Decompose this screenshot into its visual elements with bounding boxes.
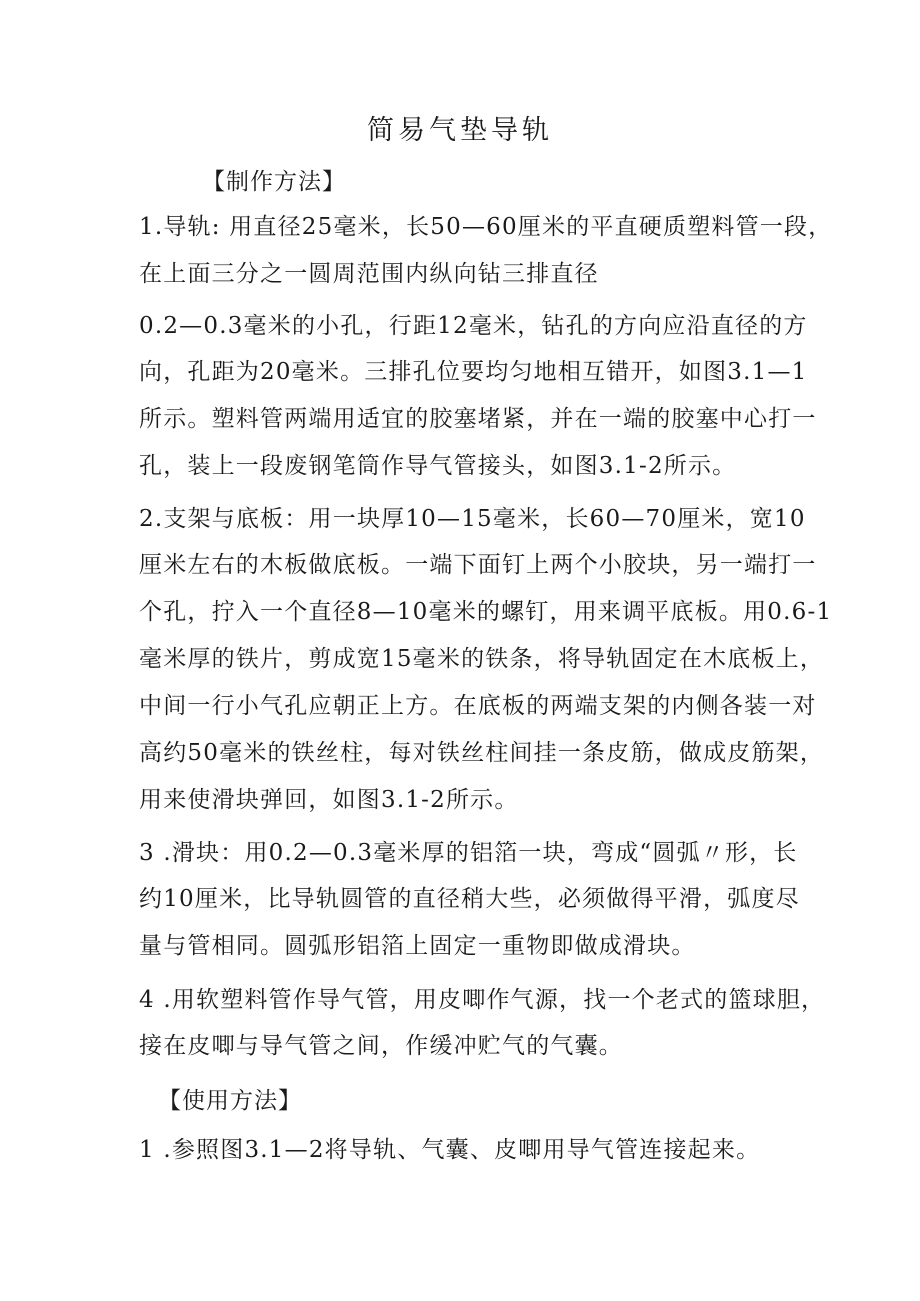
paragraph-line: 4 .用软塑料管作导气管，用皮唧作气源，找一个老式的篮球胆， [139, 987, 826, 1013]
paragraph-line: 接在皮唧与导气管之间，作缓冲贮气的气囊。 [139, 1033, 623, 1059]
paragraph-line: 1 .参照图3.1—2将导轨、气囊、皮唧用导气管连接起来。 [139, 1137, 761, 1163]
paragraph-line: 用来使滑块弹回，如图3.1-2所示。 [139, 787, 519, 813]
paragraph-line: 孔，装上一段废钢笔筒作导气管接头，如图3.1-2所示。 [139, 453, 737, 479]
paragraph-line: 量与管相同。圆弧形铝箔上固定一重物即做成滑块。 [139, 933, 696, 959]
paragraph-line: 高约50毫米的铁丝柱，每对铁丝柱间挂一条皮筋，做成皮筋架， [139, 740, 825, 766]
paragraph-line: 在上面三分之一圆周范围内纵向钻三排直径 [139, 261, 599, 287]
document-title: 简易气垫导轨 [367, 115, 553, 146]
paragraph-line: 厘米左右的木板做底板。一端下面钉上两个小胶块，另一端打一 [139, 552, 817, 578]
paragraph-line: 所示。塑料管两端用适宜的胶塞堵紧，并在一端的胶塞中心打一 [139, 406, 817, 432]
paragraph-line: 向，孔距为20毫米。三排孔位要均匀地相互错开，如图3.1—1 [139, 359, 808, 385]
section-heading-use: 【使用方法】 [158, 1088, 302, 1114]
paragraph-line: 中间一行小气孔应朝正上方。在底板的两端支架的内侧各装一对 [139, 693, 817, 719]
paragraph-line: 约10厘米，比导轨圆管的直径稍大些，必须做得平滑，弧度尽 [139, 886, 800, 912]
paragraph-line: 2.支架与底板：用一块厚10—15毫米，长60—70厘米，宽10 [139, 506, 806, 532]
paragraph-line: 毫米厚的铁片，剪成宽15毫米的铁条，将导轨固定在木底板上， [139, 646, 825, 672]
paragraph-line: 1.导轨: 用直径25毫米，长50—60厘米的平直硬质塑料管一段， [139, 214, 833, 240]
section-heading-make: 【制作方法】 [202, 169, 346, 195]
paragraph-line: 个孔，拧入一个直径8—10毫米的螺钉，用来调平底板。用0.6-1 [139, 599, 833, 625]
paragraph-line: 3 .滑块：用0.2—0.3毫米厚的铝箔一块，弯成“圆弧〃形，长 [139, 840, 798, 866]
paragraph-line: 0.2—0.3毫米的小孔，行距12毫米，钻孔的方向应沿直径的方 [139, 313, 808, 339]
